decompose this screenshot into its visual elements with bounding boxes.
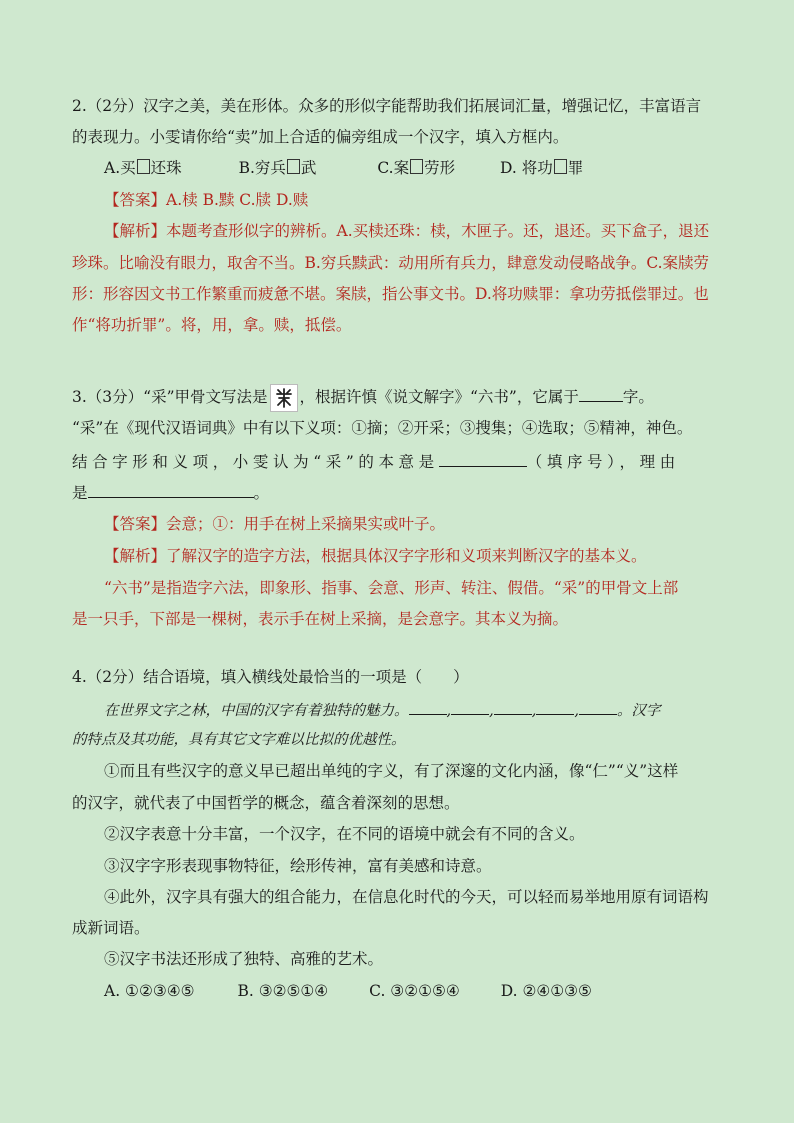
q2-options xyxy=(104,157,583,179)
blank-box xyxy=(554,159,567,174)
q4-sentence-4b: 成新词语。 xyxy=(72,919,150,937)
q2-option-c: C.案 劳形 xyxy=(377,159,456,177)
q4-sentence-4a: ④此外，汉字具有强大的组合能力，在信息化时代的今天，可以轻而易举地用原有词语构 xyxy=(104,888,709,906)
q2-answer xyxy=(104,189,308,211)
q3-stem-line1: 3.（3分）“采”甲骨文写法是 ，根据许慎《说文解字》“六书”，它属于 字。 xyxy=(72,384,654,412)
q4-sentence-1b: 的汉字，就代表了中国哲学的概念，蕴含着深刻的思想。 xyxy=(72,794,460,812)
answer-blank xyxy=(451,698,489,715)
answer-blank xyxy=(439,450,527,467)
analysis-label: 【解析】 xyxy=(104,222,167,240)
answer-blank xyxy=(536,698,574,715)
answer-blank xyxy=(579,385,623,402)
q2-option-d: D. 将功 罪 xyxy=(500,159,584,177)
q3-stem-line3: 结合字形和义项，小雯认为“采”的本意是 （填序号），理由 xyxy=(72,450,680,473)
blank-box xyxy=(137,159,150,174)
q3-stem-line2: “采”在《现代汉语词典》中有以下义项：①摘；②开采；③搜集；④选取；⑤精神，神色。 xyxy=(72,419,693,437)
q4-options xyxy=(104,980,592,1002)
answer-blank xyxy=(579,698,617,715)
q3-analysis-line1: 【解析】了解汉字的造字方法，根据具体汉字字形和义项来判断汉字的基本义。 xyxy=(104,547,647,565)
q2-analysis-line3: 形：形容因文书工作繁重而疲惫不堪。案牍，指公事文书。D.将功赎罪：拿功劳抵偿罪过。也 xyxy=(72,285,709,303)
q2-analysis-line1: 【解析】本题考查形似字的辨析。A.买椟还珠：椟，木匣子。还，退还。买下盒子，退还 xyxy=(104,222,710,240)
q4-sentence-5: ⑤汉字书法还形成了独特、高雅的艺术。 xyxy=(104,950,384,968)
q3-analysis-line3: 是一只手，下部是一棵树，表示手在树上采摘，是会意字。其本义为摘。 xyxy=(72,610,569,628)
answer-label: 【答案】 xyxy=(104,515,167,533)
q4-option-a: A. ①②③④⑤ xyxy=(104,982,195,1000)
q4-sentence-3: ③汉字字形表现事物特征，绘形传神，富有美感和诗意。 xyxy=(104,857,492,875)
q2-option-a: A.买 还珠 xyxy=(104,159,182,177)
q2-stem-line2: 的表现力。小雯请你给“卖”加上合适的偏旁组成一个汉字，填入方框内。 xyxy=(72,128,569,146)
answer-blank xyxy=(409,698,447,715)
q2-analysis-line2: 珍珠。比喻没有眼力，取舍不当。B.穷兵黩武：动用所有兵力，肆意发动侵略战争。C.案牍劳 xyxy=(72,254,710,272)
q3-stem-line4: 是 。 xyxy=(72,481,269,504)
q4-stem: 4.（2分）结合语境，填入横线处最恰当的一项是（ ） xyxy=(72,668,469,686)
q4-option-d: D. ②④①③⑤ xyxy=(500,982,592,1000)
q4-sentence-1a: ①而且有些汉字的意义早已超出单纯的字义，有了深邃的文化内涵，像“仁”“义”这样 xyxy=(104,762,679,780)
answer-label: 【答案】 xyxy=(104,191,167,209)
oracle-bone-glyph-icon xyxy=(270,384,298,412)
q3-analysis-line2: “六书”是指造字六法，即象形、指事、会意、形声、转注、假借。“采”的甲骨文上部 xyxy=(104,579,679,597)
q2-stem-line1: 2.（2分）汉字之美，美在形体。众多的形似字能帮助我们拓展词汇量，增强记忆，丰富语言 xyxy=(72,97,702,115)
blank-box xyxy=(410,159,423,174)
blank-box xyxy=(287,159,300,174)
q4-option-c: C. ③②①⑤④ xyxy=(369,982,460,1000)
answer-blank xyxy=(88,481,254,498)
q4-option-b: B. ③②⑤①④ xyxy=(237,982,329,1000)
q3-answer xyxy=(104,513,445,535)
q2-option-b: B.穷兵 武 xyxy=(238,159,317,177)
answer-blank xyxy=(494,698,532,715)
answer-text: A.椟 B.黩 C.牍 D.赎 xyxy=(166,191,309,209)
answer-text: 会意；①：用手在树上采摘果实或叶子。 xyxy=(166,515,446,533)
q4-passage-line2: 的特点及其功能，具有其它文字难以比拟的优越性。 xyxy=(72,732,406,748)
q2-analysis-line4: 作“将功折罪”。将，用，拿。赎，抵偿。 xyxy=(72,316,352,334)
analysis-label: 【解析】 xyxy=(104,547,167,565)
q4-passage-line1: 在世界文字之林，中国的汉字有着独特的魅力。 , , , , 。汉字 xyxy=(104,698,660,722)
q4-sentence-2: ②汉字表意十分丰富，一个汉字，在不同的语境中就会有不同的含义。 xyxy=(104,825,585,843)
